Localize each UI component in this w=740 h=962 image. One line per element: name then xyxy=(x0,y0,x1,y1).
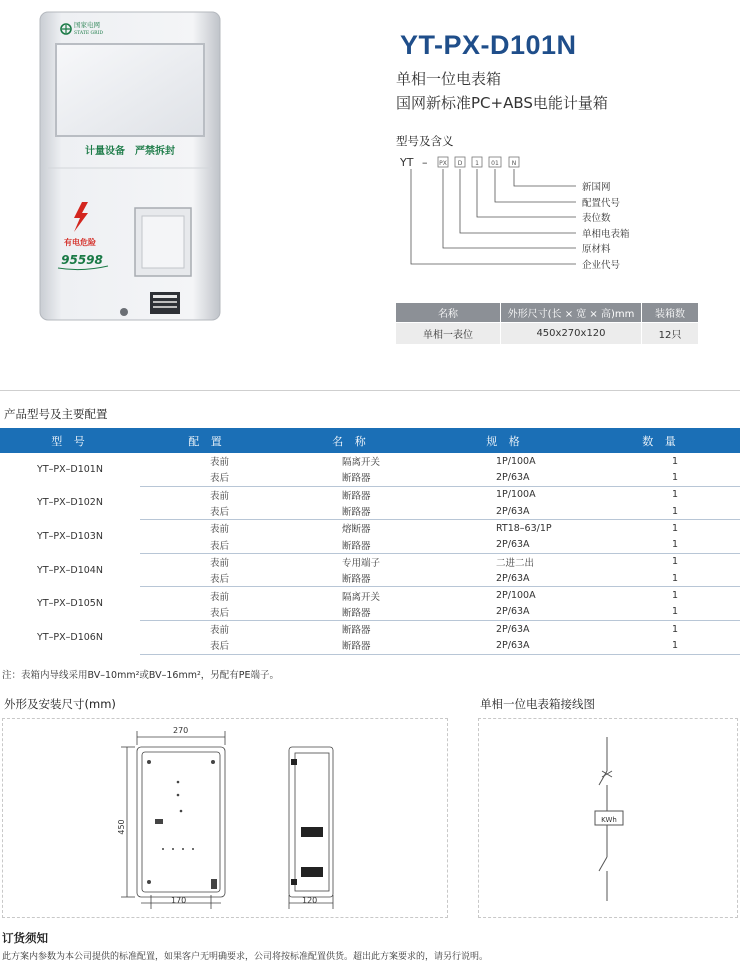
name-cell: 断路器 xyxy=(274,469,428,486)
label-material: 原材料 xyxy=(582,244,611,255)
spec-cell: 2P/63A xyxy=(428,570,582,587)
spec-table xyxy=(396,303,699,344)
wiring-diagram xyxy=(479,719,737,917)
logo-cn: 国家电网 xyxy=(74,21,100,29)
qty-cell: 1 xyxy=(672,455,679,467)
qty-cell: 1 xyxy=(582,570,740,587)
spec-header-qty: 装箱数 xyxy=(642,303,699,323)
position-cell: 表后 xyxy=(140,469,274,486)
position-cell: 表前 xyxy=(210,490,230,502)
config-header-position: 配 置 xyxy=(140,428,274,453)
spec-header-size: 外形尺寸(长 × 宽 × 高)mm xyxy=(501,303,642,323)
spec-cell: 2P/63A xyxy=(428,503,582,520)
qty-cell: 1 xyxy=(672,522,679,534)
spec-cell-size: 450x270x120 xyxy=(501,323,642,345)
model-cell: YT–PX–D106N xyxy=(37,631,103,643)
wiring-heading: 单相一位电表箱接线图 xyxy=(480,697,595,711)
name-cell: 断路器 xyxy=(274,536,428,553)
qty-cell: 1 xyxy=(582,637,740,654)
label-single-phase-box: 单相电表箱 xyxy=(582,229,630,240)
name-cell: 隔离开关 xyxy=(342,591,381,603)
qty-cell: 1 xyxy=(672,556,679,568)
state-grid-logo-icon xyxy=(61,24,71,34)
logo-en: STATE GRID xyxy=(74,31,103,36)
name-cell: 专用端子 xyxy=(342,557,381,569)
config-table xyxy=(0,428,740,655)
table-row xyxy=(0,620,740,637)
model-cell: YT–PX–D104N xyxy=(37,564,103,576)
code-box-1: 1 xyxy=(475,160,479,167)
spec-cell: 2P/63A xyxy=(428,604,582,621)
position-cell: 表后 xyxy=(140,604,274,621)
config-header-name: 名 称 xyxy=(274,428,428,453)
label-config-code: 配置代号 xyxy=(582,198,621,209)
position-cell: 表前 xyxy=(210,557,230,569)
qty-cell: 1 xyxy=(672,590,679,602)
name-cell: 断路器 xyxy=(274,570,428,587)
code-box-n: N xyxy=(511,160,517,167)
spec-cell: RT18–63/1P xyxy=(496,522,552,534)
name-cell: 断路器 xyxy=(342,490,371,502)
spec-cell: 2P/63A xyxy=(496,623,530,635)
model-cell: YT–PX–D102N xyxy=(37,497,103,509)
order-heading: 订货须知 xyxy=(2,931,48,945)
spec-cell: 二进二出 xyxy=(496,557,535,569)
config-header-model: 型 号 xyxy=(0,428,140,453)
product-model-title: YT-PX-D101N xyxy=(400,30,577,60)
position-cell: 表后 xyxy=(140,637,274,654)
label-position-count: 表位数 xyxy=(582,213,611,224)
spec-cell: 2P/100A xyxy=(496,590,536,602)
spec-cell-qty: 12只 xyxy=(642,323,699,345)
name-cell: 断路器 xyxy=(274,604,428,621)
product-photo xyxy=(38,10,222,322)
position-cell: 表后 xyxy=(140,503,274,520)
name-cell: 断路器 xyxy=(274,637,428,654)
table-row xyxy=(0,453,740,469)
table-row xyxy=(0,486,740,503)
code-box-px: PX xyxy=(439,160,447,167)
wiring-diagram-box xyxy=(478,718,738,918)
warning-text: 计量设备 严禁拆封 xyxy=(85,146,175,157)
spec-cell: 1P/100A xyxy=(496,489,536,501)
spec-cell: 2P/63A xyxy=(428,469,582,486)
name-cell: 断路器 xyxy=(274,503,428,520)
model-cell: YT–PX–D103N xyxy=(37,530,103,542)
table-row xyxy=(0,587,740,604)
label-company-code: 企业代号 xyxy=(582,260,621,271)
code-box-01: 01 xyxy=(491,160,499,167)
config-header-qty: 数 量 xyxy=(582,428,740,453)
spec-cell: 1P/100A xyxy=(496,455,536,467)
config-heading: 产品型号及主要配置 xyxy=(4,407,108,421)
kwh-meter-label: KWh xyxy=(601,816,617,824)
dim-mount-label: 170 xyxy=(171,896,187,905)
spec-cell: 2P/63A xyxy=(428,536,582,553)
model-cell: YT–PX–D101N xyxy=(37,464,103,476)
spec-cell: 2P/63A xyxy=(428,637,582,654)
qty-cell: 1 xyxy=(582,503,740,520)
product-description: 国网新标准PC+ABS电能计量箱 xyxy=(396,94,608,112)
spec-row xyxy=(396,323,699,345)
danger-text: 有电危险 xyxy=(64,238,96,247)
code-dash: – xyxy=(422,156,428,169)
position-cell: 表后 xyxy=(140,570,274,587)
position-cell: 表前 xyxy=(210,524,230,536)
code-box-d: D xyxy=(457,160,463,167)
table-row xyxy=(0,553,740,570)
position-cell: 表前 xyxy=(210,457,230,469)
qty-cell: 1 xyxy=(672,489,679,501)
name-cell: 隔离开关 xyxy=(342,457,381,469)
dim-depth-label: 120 xyxy=(302,896,318,905)
qty-cell: 1 xyxy=(582,604,740,621)
wiring-note: 注：表箱内导线采用BV–10mm²或BV–16mm²，另配有PE端子。 xyxy=(2,670,279,681)
section-divider xyxy=(0,390,740,391)
hotline-text: 95598 xyxy=(61,253,103,267)
spec-header-name: 名称 xyxy=(396,303,501,323)
dimension-heading: 外形及安装尺寸(mm) xyxy=(4,697,116,711)
model-meaning-heading: 型号及含义 xyxy=(396,134,454,148)
config-header-spec: 规 格 xyxy=(428,428,582,453)
qty-cell: 1 xyxy=(672,623,679,635)
code-prefix: YT xyxy=(400,156,414,169)
name-cell: 断路器 xyxy=(342,625,371,637)
position-cell: 表前 xyxy=(210,591,230,603)
spec-cell-name: 单相一表位 xyxy=(396,323,501,345)
dim-width-label: 270 xyxy=(173,726,189,735)
qty-cell: 1 xyxy=(582,469,740,486)
table-row xyxy=(0,520,740,537)
dim-height-label: 450 xyxy=(117,819,126,835)
model-cell: YT–PX–D105N xyxy=(37,598,103,610)
order-text: 此方案内参数为本公司提供的标准配置，如果客户无明确要求，公司将按标准配置供货。超出此方案要求的，请另行说明。 xyxy=(2,952,489,962)
label-new-grid: 新国网 xyxy=(582,182,611,193)
model-code-diagram xyxy=(398,152,698,274)
dimension-drawing xyxy=(3,719,447,917)
product-subtitle: 单相一位电表箱 xyxy=(396,70,502,88)
position-cell: 表后 xyxy=(140,536,274,553)
dimension-drawing-box xyxy=(2,718,448,918)
name-cell: 熔断器 xyxy=(342,524,371,536)
qty-cell: 1 xyxy=(582,536,740,553)
position-cell: 表前 xyxy=(210,625,230,637)
